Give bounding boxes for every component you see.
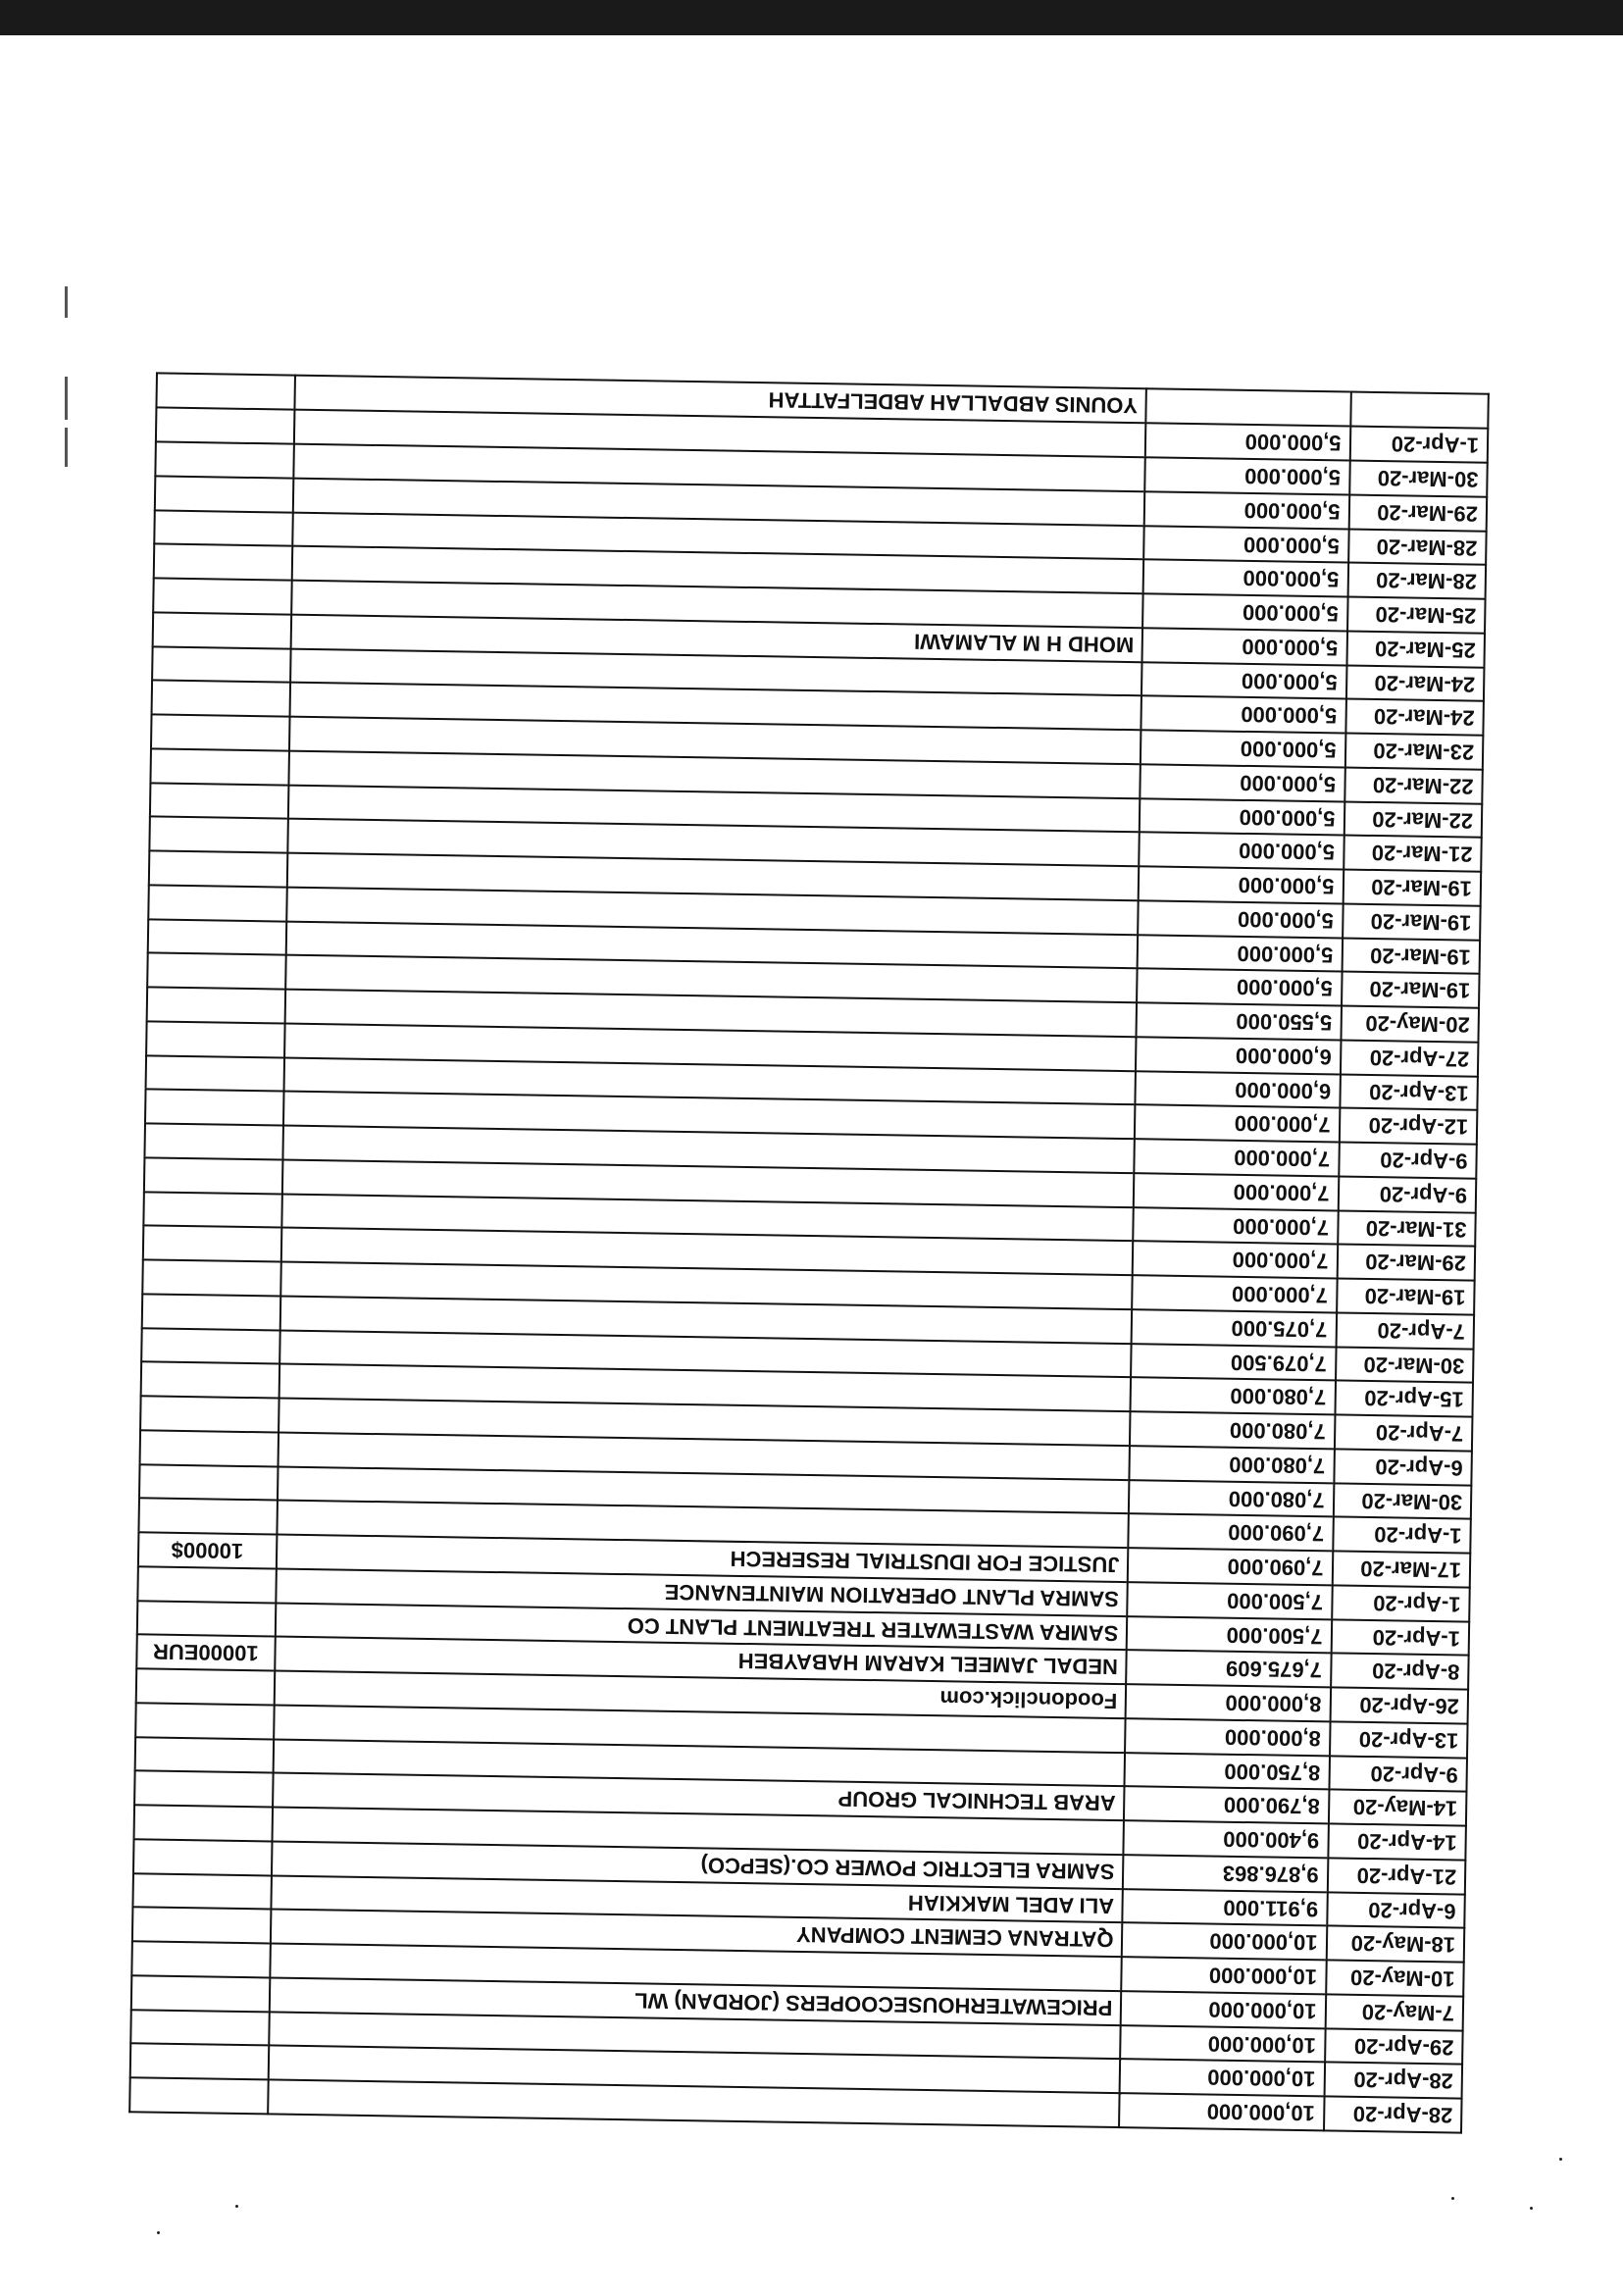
amount-cell: 7,090.000 — [1128, 1548, 1333, 1585]
amount-cell: 9,911.000 — [1123, 1889, 1328, 1926]
beneficiary-cell: QATRANA CEMENT COMPANY — [270, 1910, 1122, 1957]
note-cell — [153, 579, 291, 615]
amount-cell: 5,000.000 — [1141, 696, 1346, 734]
date-cell: 1-Apr-20 — [1333, 1517, 1471, 1554]
note-cell — [153, 612, 291, 648]
note-cell: 10000$ — [138, 1533, 277, 1569]
date-cell: 18-May-20 — [1326, 1926, 1464, 1963]
note-cell — [152, 646, 290, 683]
date-cell: 1-Apr-20 — [1332, 1585, 1470, 1621]
amount-cell: 7,090.000 — [1129, 1514, 1334, 1552]
scan-speck — [1451, 2197, 1454, 2200]
amount-cell: 7,000.000 — [1134, 1173, 1339, 1210]
note-cell — [155, 476, 293, 512]
amount-cell: 7,080.000 — [1130, 1411, 1335, 1449]
date-cell: 30-Mar-20 — [1336, 1347, 1474, 1383]
date-cell: 7-May-20 — [1325, 1994, 1463, 2030]
note-cell — [137, 1566, 276, 1603]
note-cell — [139, 1464, 278, 1501]
margin-mark — [65, 286, 68, 318]
note-cell — [136, 1669, 275, 1706]
date-cell: 7-Apr-20 — [1334, 1415, 1472, 1452]
date-cell — [1350, 392, 1489, 430]
note-cell — [145, 1090, 283, 1126]
beneficiary-cell: SAMRA WASTEWATER TREATMENT PLANT CO — [275, 1603, 1127, 1650]
date-cell: 22-Mar-20 — [1344, 768, 1483, 804]
note-cell — [150, 748, 288, 785]
amount-cell: 6,000.000 — [1136, 1037, 1341, 1074]
note-cell — [147, 988, 285, 1024]
note-cell — [131, 1975, 270, 2012]
ledger-body — [129, 373, 1489, 2132]
beneficiary-cell: Foodonclick.com — [274, 1671, 1126, 1718]
date-cell: 28-Apr-20 — [1324, 2063, 1462, 2099]
date-cell: 17-Mar-20 — [1332, 1552, 1470, 1588]
ledger-table — [128, 372, 1490, 2133]
scan-speck — [157, 2231, 160, 2234]
note-cell — [149, 817, 287, 853]
beneficiary-cell: SAMRA PLANT OPERATION MAINTENANCE — [276, 1569, 1128, 1616]
scan-speck — [1530, 2207, 1533, 2210]
note-cell — [148, 885, 286, 921]
amount-cell: 5,550.000 — [1137, 1002, 1342, 1040]
note-cell — [143, 1226, 281, 1262]
date-cell: 25-Mar-20 — [1346, 632, 1485, 668]
note-cell — [140, 1430, 279, 1466]
amount-cell: 5,000.000 — [1142, 628, 1347, 665]
date-cell: 6-Apr-20 — [1334, 1449, 1472, 1485]
date-cell: 8-Apr-20 — [1331, 1654, 1469, 1690]
amount-cell: 5,000.000 — [1141, 764, 1345, 801]
note-cell — [155, 442, 293, 479]
margin-mark — [65, 377, 68, 420]
amount-cell: 5,000.000 — [1142, 594, 1347, 632]
date-cell: 26-Apr-20 — [1330, 1688, 1468, 1724]
note-cell — [140, 1397, 279, 1433]
note-cell — [156, 373, 294, 410]
amount-cell: 5,000.000 — [1138, 935, 1343, 972]
amount-cell: 7,075.000 — [1132, 1309, 1337, 1347]
date-cell: 28-Mar-20 — [1347, 563, 1486, 599]
note-cell — [144, 1124, 282, 1160]
date-cell: 29-Apr-20 — [1325, 2028, 1463, 2065]
beneficiary-cell: PRICEWATERHOUSECOOPERS (JORDAN) WL — [269, 1977, 1121, 2024]
amount-cell: 7,000.000 — [1135, 1139, 1340, 1176]
note-cell — [147, 953, 285, 990]
amount-cell: 5,000.000 — [1139, 900, 1344, 938]
note-cell — [132, 1908, 271, 1944]
date-cell: 19-Mar-20 — [1343, 870, 1481, 906]
scan-speck — [235, 2205, 238, 2208]
date-cell: 27-Apr-20 — [1340, 1040, 1478, 1076]
note-cell — [135, 1737, 274, 1773]
amount-cell: 10,000.000 — [1120, 2060, 1325, 2097]
amount-cell: 7,000.000 — [1134, 1207, 1339, 1245]
date-cell: 30-Mar-20 — [1349, 461, 1488, 497]
amount-cell: 7,080.000 — [1131, 1378, 1336, 1415]
amount-cell: 10,000.000 — [1121, 1991, 1326, 2028]
margin-mark — [65, 428, 68, 467]
date-cell: 6-Apr-20 — [1327, 1892, 1465, 1928]
note-cell — [146, 1021, 284, 1057]
date-cell: 22-Mar-20 — [1344, 801, 1482, 838]
date-cell: 7-Apr-20 — [1336, 1312, 1474, 1349]
date-cell: 13-Apr-20 — [1330, 1721, 1468, 1758]
amount-cell: 7,675.609 — [1127, 1651, 1332, 1688]
amount-cell: 10,000.000 — [1122, 1923, 1327, 1961]
note-cell — [149, 851, 287, 888]
note-cell — [134, 1771, 273, 1808]
note-cell — [129, 2077, 268, 2114]
amount-cell: 7,000.000 — [1133, 1275, 1338, 1312]
date-cell: 28-Apr-20 — [1324, 2097, 1462, 2133]
date-cell: 9-Apr-20 — [1329, 1756, 1467, 1792]
beneficiary-cell: ALI ADEL MAKKIAH — [271, 1875, 1123, 1922]
date-cell: 24-Mar-20 — [1345, 699, 1484, 736]
amount-cell: 8,000.000 — [1125, 1718, 1330, 1756]
amount-cell: 8,750.000 — [1125, 1753, 1330, 1790]
amount-cell: 5,000.000 — [1139, 866, 1344, 903]
amount-cell: 9,876.863 — [1123, 1855, 1328, 1892]
amount-cell: 5,000.000 — [1144, 491, 1349, 529]
amount-cell: 5,000.000 — [1144, 526, 1349, 563]
date-cell: 14-May-20 — [1328, 1790, 1466, 1826]
note-cell — [131, 1941, 270, 1977]
beneficiary-cell: MOHD H M ALAMAWI — [290, 615, 1142, 662]
note-cell — [138, 1499, 277, 1535]
date-cell: 1-Apr-20 — [1349, 427, 1488, 463]
date-cell: 23-Mar-20 — [1344, 734, 1483, 770]
date-cell: 15-Apr-20 — [1335, 1381, 1473, 1417]
amount-cell: 5,000.000 — [1145, 424, 1350, 461]
date-cell: 29-Mar-20 — [1348, 495, 1487, 532]
amount-cell: 7,080.000 — [1129, 1480, 1334, 1517]
date-cell: 24-Mar-20 — [1345, 665, 1484, 701]
note-cell — [137, 1601, 276, 1637]
amount-cell: 5,000.000 — [1137, 969, 1342, 1006]
date-cell: 19-Mar-20 — [1343, 904, 1481, 941]
amount-cell: 5,000.000 — [1141, 731, 1345, 768]
note-cell — [148, 919, 286, 955]
beneficiary-cell: YOUNIS ABDALLAH ABDELFATTAH — [294, 376, 1146, 424]
beneficiary-cell: NEDAL JAMEEL KARAM HABAYBEH — [275, 1637, 1127, 1684]
scan-speck — [1559, 2158, 1562, 2161]
note-cell — [152, 681, 290, 717]
date-cell: 9-Apr-20 — [1338, 1176, 1476, 1212]
beneficiary-cell: ARAB TECHNICAL GROUP — [273, 1773, 1125, 1820]
date-cell: 21-Mar-20 — [1344, 836, 1482, 872]
note-cell — [135, 1703, 274, 1739]
date-cell: 19-Mar-20 — [1342, 972, 1480, 1008]
date-cell: 21-Apr-20 — [1327, 1858, 1465, 1894]
note-cell — [132, 1873, 271, 1910]
amount-cell: 5,000.000 — [1140, 833, 1344, 870]
date-cell: 19-Mar-20 — [1342, 938, 1480, 974]
note-cell — [150, 783, 288, 819]
date-cell: 1-Apr-20 — [1331, 1619, 1469, 1656]
date-cell: 29-Mar-20 — [1337, 1245, 1475, 1281]
amount-cell: 5,000.000 — [1140, 798, 1344, 836]
note-cell — [141, 1328, 279, 1364]
scan-top-border — [0, 0, 1623, 35]
date-cell: 30-Mar-20 — [1333, 1483, 1471, 1519]
note-cell — [143, 1192, 281, 1228]
note-cell — [156, 408, 294, 444]
beneficiary-cell: JUSTICE FOR IDUSTRIAL RESERECH — [276, 1535, 1128, 1582]
amount-cell: 5,000.000 — [1143, 560, 1348, 597]
note-cell — [130, 2010, 269, 2046]
date-cell: 9-Apr-20 — [1339, 1143, 1477, 1179]
date-cell: 20-May-20 — [1341, 1006, 1479, 1043]
amount-cell: 5,000.000 — [1141, 662, 1346, 699]
note-cell — [151, 715, 289, 751]
date-cell: 13-Apr-20 — [1340, 1074, 1478, 1110]
note-cell — [154, 510, 292, 546]
note-cell — [154, 544, 292, 581]
beneficiary-cell: SAMRA ELECTRIC POWER CO.(SEPCO) — [271, 1841, 1123, 1888]
ledger-table-wrapper — [128, 372, 1490, 2133]
date-cell: 14-Apr-20 — [1328, 1824, 1466, 1861]
date-cell: 10-May-20 — [1326, 1961, 1464, 1997]
note-cell — [142, 1294, 280, 1330]
amount-cell: 10,000.000 — [1119, 2093, 1324, 2130]
amount-cell — [1146, 388, 1351, 427]
amount-cell: 6,000.000 — [1136, 1071, 1341, 1108]
note-cell — [130, 2044, 269, 2080]
date-cell: 12-Apr-20 — [1339, 1108, 1477, 1145]
amount-cell: 7,500.000 — [1127, 1616, 1332, 1654]
amount-cell: 7,000.000 — [1133, 1242, 1338, 1279]
amount-cell: 7,500.000 — [1128, 1582, 1333, 1619]
amount-cell: 7,079.500 — [1131, 1344, 1336, 1381]
amount-cell: 8,000.000 — [1126, 1684, 1331, 1721]
amount-cell: 7,080.000 — [1130, 1446, 1335, 1483]
amount-cell: 10,000.000 — [1122, 1957, 1327, 1994]
note-cell — [141, 1362, 279, 1399]
note-cell: 10000EUR — [136, 1635, 275, 1671]
note-cell — [146, 1055, 284, 1092]
note-cell — [144, 1157, 282, 1194]
amount-cell: 9,400.000 — [1124, 1820, 1329, 1858]
note-cell — [142, 1260, 280, 1297]
date-cell: 28-Mar-20 — [1348, 529, 1487, 565]
note-cell — [134, 1806, 273, 1842]
date-cell: 25-Mar-20 — [1347, 597, 1486, 634]
amount-cell: 8,790.000 — [1124, 1787, 1329, 1824]
date-cell: 31-Mar-20 — [1338, 1210, 1476, 1247]
amount-cell: 7,000.000 — [1135, 1105, 1340, 1143]
note-cell — [133, 1839, 272, 1875]
amount-cell: 10,000.000 — [1121, 2025, 1326, 2063]
date-cell: 19-Mar-20 — [1337, 1279, 1475, 1315]
amount-cell: 5,000.000 — [1145, 458, 1350, 495]
